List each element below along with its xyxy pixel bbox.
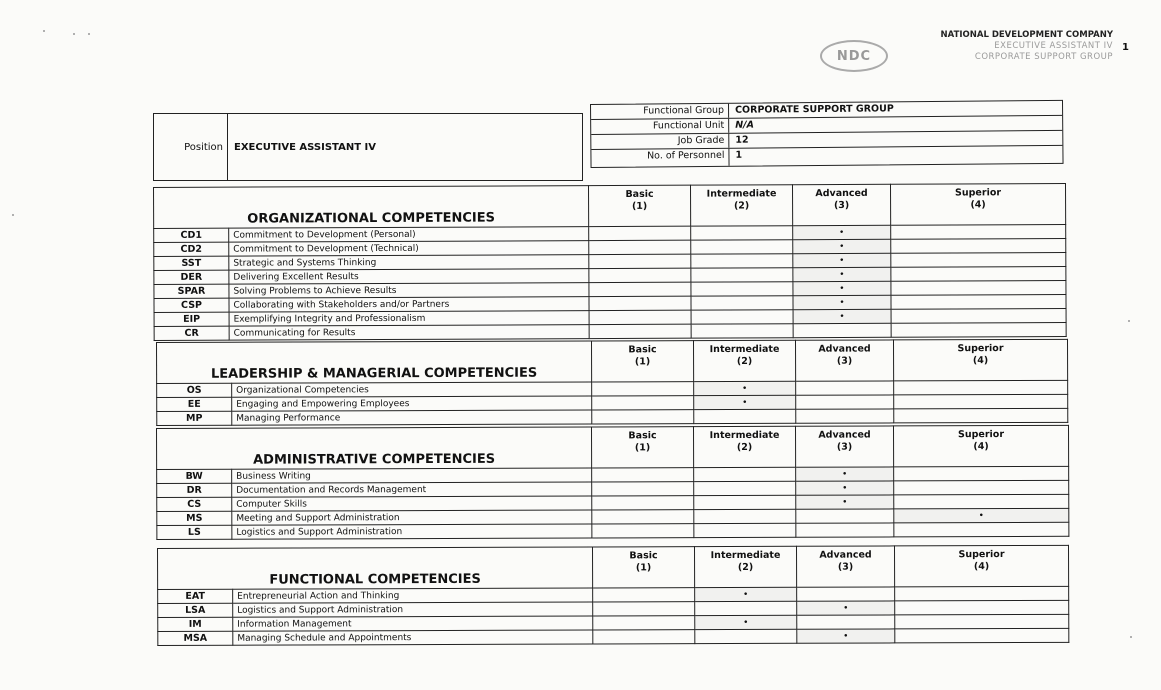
level-number: (4) [973, 561, 990, 573]
competency-name: Documentation and Records Management [232, 482, 592, 497]
level-number: (3) [836, 441, 853, 453]
level-cell [589, 296, 691, 310]
competency-table [157, 545, 1069, 646]
level-header [693, 426, 795, 467]
level-marker: • [797, 629, 895, 643]
company-name: NATIONAL DEVELOPMENT COMPANY [940, 30, 1113, 40]
level-cell [691, 296, 793, 310]
logo-text: NDC [836, 48, 872, 64]
level-marker: • [797, 601, 895, 615]
level-cell [691, 254, 793, 268]
competency-name: Business Writing [232, 468, 592, 483]
level-header [694, 546, 796, 587]
info-value: 1 [735, 149, 743, 161]
level-number: (2) [733, 200, 750, 212]
level-cell [894, 394, 1068, 409]
level-cell [691, 226, 793, 240]
level-cell [796, 409, 894, 423]
level-header [893, 339, 1067, 381]
level-marker: • [695, 587, 797, 601]
scan-speck [73, 33, 75, 35]
level-header [591, 341, 693, 382]
table-row [157, 408, 1068, 425]
competency-name: Communicating for Results [229, 325, 589, 341]
competency-name: Engaging and Empowering Employees [232, 396, 592, 411]
competency-code: CSP [154, 298, 229, 312]
competency-name: Strategic and Systems Thinking [229, 255, 589, 271]
level-marker: • [793, 239, 891, 253]
level-cell [694, 409, 796, 423]
competency-code: IM [158, 617, 233, 631]
level-cell [891, 239, 1066, 254]
level-number: (3) [836, 355, 853, 367]
level-number: (1) [631, 200, 648, 212]
level-marker: • [793, 253, 891, 267]
competency-code: EIP [154, 312, 229, 326]
level-marker: • [796, 467, 894, 481]
level-marker: • [796, 481, 894, 495]
level-number: (2) [736, 441, 753, 453]
level-cell [691, 310, 793, 324]
level-cell [894, 522, 1069, 537]
competency-code: OS [157, 383, 232, 397]
level-cell [895, 600, 1069, 615]
level-name: Intermediate [710, 549, 781, 562]
level-cell [592, 468, 694, 482]
level-cell [592, 396, 694, 410]
level-cell [891, 225, 1066, 240]
level-cell [796, 509, 894, 523]
table-row [154, 323, 1066, 341]
level-name: Basic [628, 344, 657, 356]
level-number: (3) [837, 561, 854, 573]
competency-name: Entrepreneurial Action and Thinking [233, 588, 593, 603]
competency-name: Managing Performance [232, 410, 592, 425]
competency-code: LSA [158, 603, 233, 617]
competency-code: SST [154, 256, 229, 270]
level-marker: • [695, 615, 797, 629]
level-cell [592, 510, 694, 524]
competency-code: CD2 [154, 242, 229, 256]
level-header [795, 340, 893, 381]
level-header [893, 425, 1068, 467]
competency-name: Organizational Competencies [232, 382, 592, 397]
scan-speck [88, 33, 90, 35]
competency-name: Managing Schedule and Appointments [233, 630, 593, 645]
level-cell [891, 323, 1066, 338]
competency-code: SPAR [154, 284, 229, 298]
header-position: EXECUTIVE ASSISTANT IV [994, 41, 1113, 51]
competency-name: Commitment to Development (Technical) [229, 241, 589, 257]
competency-table [153, 183, 1067, 341]
level-cell [592, 410, 694, 424]
level-marker: • [793, 309, 891, 323]
level-name: Basic [628, 430, 657, 442]
level-cell [593, 630, 695, 644]
level-number: (2) [737, 561, 754, 573]
level-header [792, 184, 890, 225]
level-cell [592, 382, 694, 396]
level-number: (1) [634, 356, 651, 368]
level-number: (1) [634, 442, 651, 454]
level-cell [796, 523, 894, 537]
info-row [591, 146, 1062, 167]
level-cell [694, 495, 796, 509]
info-label: Job Grade [591, 134, 729, 149]
level-cell [894, 480, 1069, 495]
level-cell [691, 282, 793, 296]
level-cell [589, 240, 691, 254]
level-name: Advanced [818, 343, 871, 355]
level-number: (4) [970, 199, 986, 211]
level-marker: • [694, 381, 796, 395]
position-value: EXECUTIVE ASSISTANT IV [234, 141, 376, 153]
competency-code: CD1 [154, 228, 229, 242]
level-cell [894, 380, 1068, 395]
competency-code: MS [157, 511, 232, 525]
level-name: Intermediate [709, 429, 780, 442]
level-name: Superior [958, 549, 1005, 561]
section-title: ORGANIZATIONAL COMPETENCIES [154, 186, 589, 229]
level-name: Advanced [815, 187, 868, 200]
level-number: (4) [973, 441, 989, 453]
level-cell [592, 524, 694, 538]
table-header-row [154, 184, 1066, 229]
competency-code: DR [157, 483, 232, 497]
level-cell [593, 588, 695, 602]
level-cell [891, 281, 1066, 296]
level-header [693, 340, 795, 381]
level-cell [589, 254, 691, 268]
page-number: 1 [1122, 42, 1129, 53]
level-header [894, 545, 1068, 587]
level-marker: • [894, 508, 1069, 523]
level-cell [891, 309, 1066, 324]
level-cell [695, 601, 797, 615]
level-cell [894, 408, 1068, 423]
info-value: N/A [735, 119, 755, 131]
competency-code: CS [157, 497, 232, 511]
section-title: FUNCTIONAL COMPETENCIES [158, 547, 593, 590]
table-header-row [157, 425, 1069, 469]
level-cell [592, 482, 694, 496]
level-cell [793, 323, 891, 337]
level-cell [891, 295, 1066, 310]
level-marker: • [694, 395, 796, 409]
level-marker: • [793, 295, 891, 309]
level-name: Superior [957, 429, 1005, 441]
section-title: LEADERSHIP & MANAGERIAL COMPETENCIES [157, 341, 592, 384]
level-header [690, 185, 792, 226]
competency-name: Logistics and Support Administration [233, 602, 593, 617]
info-label: Functional Unit [591, 119, 729, 134]
level-name: Advanced [819, 549, 872, 561]
level-name: Advanced [818, 429, 871, 441]
competency-name: Logistics and Support Administration [232, 524, 592, 539]
level-number: (1) [635, 562, 652, 574]
level-cell [895, 614, 1069, 629]
level-header [796, 546, 894, 587]
competency-name: Solving Problems to Achieve Results [229, 283, 589, 299]
competency-name: Information Management [233, 616, 593, 631]
level-cell [691, 240, 793, 254]
level-cell [694, 481, 796, 495]
level-cell [691, 324, 793, 338]
level-cell [894, 494, 1069, 509]
level-cell [589, 226, 691, 240]
header-group: CORPORATE SUPPORT GROUP [974, 52, 1113, 62]
table-row [158, 628, 1069, 645]
table-header-row [157, 339, 1068, 383]
scan-speck [43, 30, 45, 32]
level-cell [593, 616, 695, 630]
level-cell [891, 267, 1066, 282]
position-box [153, 113, 583, 181]
level-name: Intermediate [706, 188, 777, 200]
level-cell [691, 268, 793, 282]
level-cell [894, 466, 1069, 481]
level-name: Intermediate [709, 343, 780, 356]
competency-name: Exemplifying Integrity and Professionalism [229, 311, 589, 327]
competency-code: MP [157, 411, 232, 425]
level-cell [589, 282, 691, 296]
level-cell [895, 586, 1069, 601]
level-name: Superior [957, 343, 1004, 355]
competency-name: Meeting and Support Administration [232, 510, 592, 525]
info-label: Functional Group [591, 104, 729, 119]
position-label: Position [154, 114, 228, 180]
level-cell [589, 324, 691, 338]
level-cell [796, 381, 894, 395]
level-cell [895, 628, 1069, 643]
competency-table [156, 339, 1068, 426]
level-cell [797, 587, 895, 601]
scan-speck [12, 214, 14, 216]
competency-name: Commitment to Development (Personal) [229, 227, 589, 243]
competency-code: MSA [158, 631, 233, 645]
level-name: Basic [629, 550, 658, 562]
level-cell [694, 523, 796, 537]
level-header [890, 184, 1065, 226]
level-number: (4) [972, 355, 989, 367]
level-number: (2) [736, 355, 753, 367]
level-cell [694, 467, 796, 481]
level-marker: • [793, 281, 891, 295]
level-cell [589, 268, 691, 282]
table-row [157, 522, 1069, 539]
scan-speck [1130, 636, 1132, 638]
job-info-box [590, 100, 1064, 168]
competency-code: EAT [158, 589, 233, 603]
competency-code: DER [154, 270, 229, 284]
level-cell [593, 602, 695, 616]
info-value: 12 [735, 134, 749, 146]
level-name: Superior [954, 187, 1002, 199]
level-cell [589, 310, 691, 324]
level-cell [891, 253, 1066, 268]
level-name: Basic [625, 188, 654, 200]
scan-speck [1128, 320, 1130, 322]
level-cell [796, 395, 894, 409]
level-header [795, 426, 893, 467]
level-cell [695, 629, 797, 643]
info-value: CORPORATE SUPPORT GROUP [735, 103, 894, 116]
level-header [592, 547, 694, 588]
level-marker: • [796, 495, 894, 509]
competency-name: Delivering Excellent Results [229, 269, 589, 285]
level-number: (3) [833, 199, 850, 212]
level-cell [797, 615, 895, 629]
company-logo [820, 40, 888, 72]
competency-code: EE [157, 397, 232, 411]
level-header [588, 185, 690, 226]
competency-table [156, 425, 1069, 540]
competency-name: Collaborating with Stakeholders and/or Partners [229, 297, 589, 313]
competency-code: CR [154, 326, 229, 340]
level-marker: • [793, 267, 891, 281]
competency-name: Computer Skills [232, 496, 592, 511]
level-header [591, 427, 693, 468]
level-cell [694, 509, 796, 523]
competency-code: LS [157, 525, 232, 539]
competency-code: BW [157, 469, 232, 483]
level-marker: • [793, 225, 891, 239]
section-title: ADMINISTRATIVE COMPETENCIES [157, 427, 592, 470]
company-header [941, 30, 1113, 63]
info-label: No. of Personnel [591, 149, 729, 167]
table-header-row [158, 545, 1069, 589]
level-cell [592, 496, 694, 510]
